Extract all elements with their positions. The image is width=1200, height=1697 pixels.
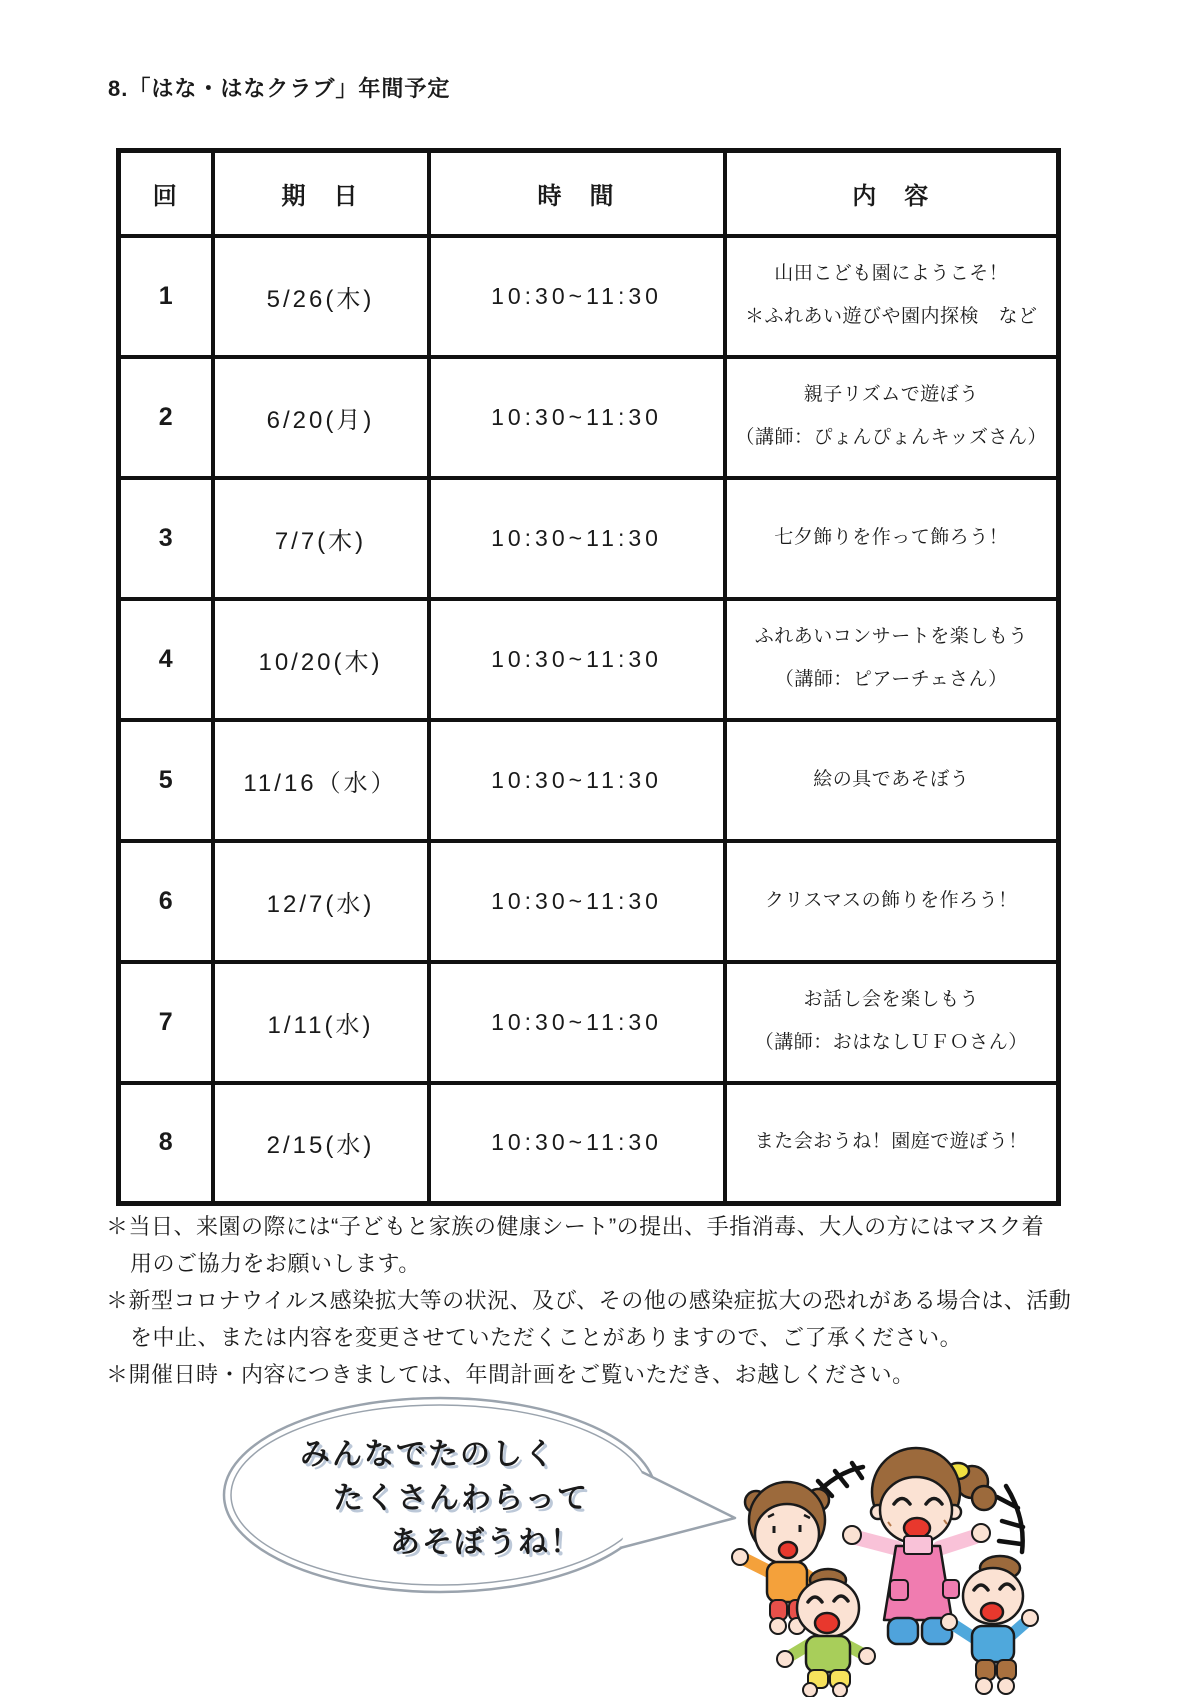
session-number: 8 xyxy=(119,1083,213,1204)
table-row xyxy=(119,599,1059,720)
toddler-right-figure xyxy=(941,1556,1038,1694)
session-number: 1 xyxy=(119,236,213,357)
content-line: ＊ふれあい遊びや園内探検 など xyxy=(744,306,1038,327)
session-date: 1/11(水) xyxy=(213,962,429,1083)
header-time: 時 間 xyxy=(429,151,725,236)
session-date: 5/26(木) xyxy=(213,236,429,357)
session-time: 10:30~11:30 xyxy=(429,1083,725,1204)
header-date: 期 日 xyxy=(213,151,429,236)
content-line: （講師：おはなしＵＦＯさん） xyxy=(754,1032,1028,1053)
session-date: 2/15(水) xyxy=(213,1083,429,1204)
footer-notes xyxy=(106,1208,1116,1393)
session-date: 6/20(月) xyxy=(213,357,429,478)
session-content xyxy=(725,236,1059,357)
session-number: 6 xyxy=(119,841,213,962)
session-date: 11/16（水） xyxy=(213,720,429,841)
bubble-text-line: あそぼうね！ xyxy=(390,1526,582,1559)
table-row xyxy=(119,236,1059,357)
content-line: また会おうね！園庭で遊ぼう！ xyxy=(754,1131,1028,1153)
content-line: お話し会を楽しもう xyxy=(803,989,979,1011)
session-date: 7/7(木) xyxy=(213,478,429,599)
content-line: 親子リズムで遊ぼう xyxy=(803,384,979,406)
content-line: （講師：ぴょんぴょんキッズさん） xyxy=(735,427,1048,448)
session-date: 12/7(水) xyxy=(213,841,429,962)
session-number: 2 xyxy=(119,357,213,478)
note-line: 用のご協力をお願いします。 xyxy=(130,1251,421,1276)
session-number: 7 xyxy=(119,962,213,1083)
session-time: 10:30~11:30 xyxy=(429,599,725,720)
session-content xyxy=(725,599,1059,720)
table-row xyxy=(119,841,1059,962)
note-line: を中止、または内容を変更させていただくことがありますので、ご了承ください。 xyxy=(130,1325,963,1350)
session-time: 10:30~11:30 xyxy=(429,841,725,962)
session-content xyxy=(725,962,1059,1083)
session-date: 10/20(木) xyxy=(213,599,429,720)
session-number: 3 xyxy=(119,478,213,599)
session-time: 10:30~11:30 xyxy=(429,357,725,478)
bubble-text-line: たくさんわらって xyxy=(333,1482,589,1515)
content-line: 絵の具であそぼう xyxy=(813,768,970,790)
bubble-text-line: みんなでたのしく xyxy=(300,1438,556,1471)
content-line: 山田こども園にようこそ！ xyxy=(774,263,1009,285)
note-line: ＊当日、来園の際には“子どもと家族の健康シート”の提出、手指消毒、大人の方にはマスク着 xyxy=(106,1214,1045,1239)
session-content xyxy=(725,357,1059,478)
teacher-and-children-illustration xyxy=(700,1440,1060,1697)
note-line: ＊開催日時・内容につきましては、年間計画をご覧いただき、お越しください。 xyxy=(106,1362,915,1387)
note-line: ＊新型コロナウイルス感染拡大等の状況、及び、その他の感染症拡大の恐れがある場合は、活動 xyxy=(106,1288,1072,1313)
session-time: 10:30~11:30 xyxy=(429,478,725,599)
header-content: 内 容 xyxy=(725,151,1059,236)
session-time: 10:30~11:30 xyxy=(429,720,725,841)
table-row xyxy=(119,357,1059,478)
content-line: クリスマスの飾りを作ろう！ xyxy=(764,889,1018,911)
table-row xyxy=(119,478,1059,599)
schedule-table xyxy=(116,148,1061,1206)
content-line: ふれあいコンサートを楽しもう xyxy=(754,626,1028,648)
session-content xyxy=(725,478,1059,599)
session-content xyxy=(725,1083,1059,1204)
header-row xyxy=(119,151,1059,236)
table-row xyxy=(119,1083,1059,1204)
session-content xyxy=(725,720,1059,841)
table-row xyxy=(119,962,1059,1083)
session-number: 5 xyxy=(119,720,213,841)
laugh-marks-icon xyxy=(997,1486,1023,1552)
content-line: （講師：ピアーチェさん） xyxy=(774,669,1008,690)
content-line: 七夕飾りを作って飾ろう！ xyxy=(774,526,1009,548)
header-session-number: 回 xyxy=(119,151,213,236)
session-time: 10:30~11:30 xyxy=(429,236,725,357)
session-number: 4 xyxy=(119,599,213,720)
page-title: 8.「はな・はなクラブ」年間予定 xyxy=(108,76,451,101)
session-time: 10:30~11:30 xyxy=(429,962,725,1083)
session-content xyxy=(725,841,1059,962)
table-row xyxy=(119,720,1059,841)
table-header xyxy=(119,151,1059,236)
